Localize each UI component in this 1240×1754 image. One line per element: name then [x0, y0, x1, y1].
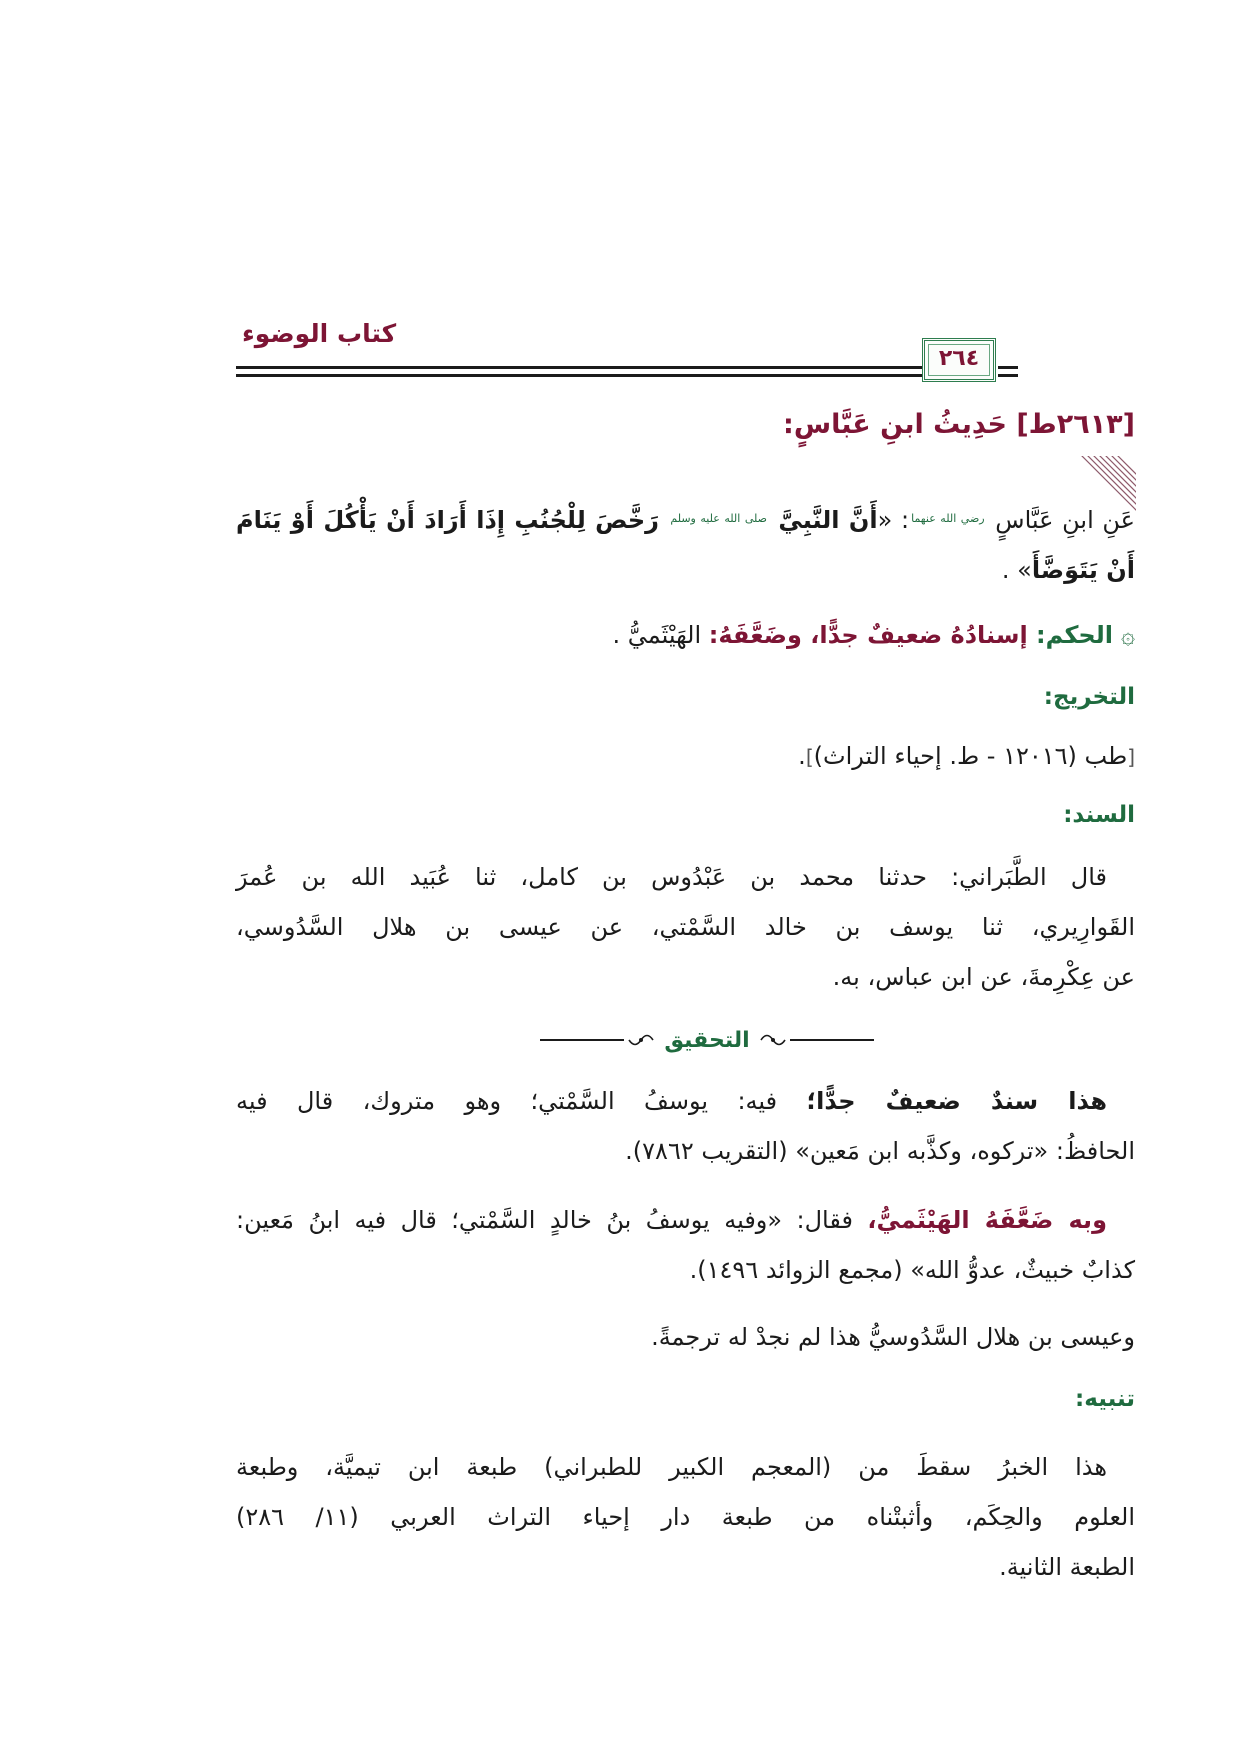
page-number-frame	[922, 338, 996, 382]
tahqiq-p2-line-2: كذابٌ خبيثٌ، عدوُّ الله» (مجمع الزوائد ١٤٩٦).	[689, 1256, 1135, 1284]
note-line-2: العلوم والحِكَم، وأثبتْناه من طبعة دار إحياء التراث العربي (١١/ ٢٨٦)	[236, 1503, 1135, 1531]
sanad-line-1: قال الطَّبَراني: حدثنا محمد بن عَبْدُوس بن كامل، ثنا عُبَيد الله بن عُمرَ	[236, 863, 1107, 891]
note-line-1: هذا الخبرُ سقطَ من (المعجم الكبير للطبراني) طبعة ابن تيميَّة، وطبعة	[236, 1453, 1107, 1481]
tahqiq-p2-text: فقال: «وفيه يوسفُ بنُ خالدٍ السَّمْتي؛ قال فيه ابنُ مَعين:	[236, 1206, 868, 1234]
sanad-line-2: القَوارِيري، ثنا يوسف بن خالد السَّمْتي، عن عيسى بن هلال السَّدُوسي،	[236, 913, 1135, 941]
entry-title: [٢٦١٣ط] حَدِيثُ ابنِ عَبَّاسٍ:	[783, 409, 1135, 440]
honorific-companion: رضي الله عنهما	[911, 512, 985, 525]
ornamental-bracket-open: [	[1127, 745, 1135, 769]
ruling-verdict: إسنادُهُ ضعيفٌ جدًّا، وضَعَّفَهُ:	[708, 621, 1028, 649]
tahqiq-divider	[540, 1022, 874, 1058]
takhrij-reference	[236, 731, 1163, 782]
running-header-book-title: كتاب الوضوء	[242, 319, 397, 348]
honorific-prophet: صلى الله عليه وسلم	[670, 512, 768, 525]
header-rule-right-bottom	[998, 374, 1018, 377]
hadith-matn-part-1: أَنَّ النَّبِيَّ	[769, 506, 878, 534]
note-paragraph	[236, 1442, 1135, 1592]
sanad-heading: السند:	[1063, 802, 1135, 828]
header-rule-top	[236, 366, 922, 369]
hadith-line-1	[236, 494, 1135, 545]
tahqiq-p1-line-2: الحافظُ: «تركوه، وكذَّبه ابن مَعين» (التقريب ٧٨٦٢).	[625, 1137, 1135, 1165]
takhrij-end: .	[798, 742, 806, 770]
ruling-label: الحكم:	[1027, 621, 1113, 649]
hadith-text	[236, 494, 1163, 595]
ruling-line	[236, 610, 1135, 660]
tahqiq-paragraph-1	[236, 1076, 1135, 1176]
hadith-line-2	[236, 545, 1135, 595]
tahqiq-p1-text: فيه: يوسفُ السَّمْتي؛ وهو متروك، قال فيه	[236, 1087, 807, 1115]
note-line-3: الطبعة الثانية.	[999, 1553, 1135, 1581]
rub-el-hizb-icon: ۞	[1120, 621, 1135, 649]
sanad-line-3: عن عِكْرِمةَ، عن ابن عباس، به.	[832, 963, 1135, 991]
header-rule-right-top	[998, 366, 1018, 369]
flourish-icon	[628, 1033, 654, 1047]
tahqiq-paragraph-2	[236, 1195, 1135, 1295]
tahqiq-p1-verdict: هذا سندٌ ضعيفٌ جدًّا؛	[806, 1087, 1107, 1115]
tahqiq-label: التحقيق	[664, 1027, 750, 1053]
takhrij-heading: التخريج:	[1043, 684, 1135, 710]
hadith-matn-part-2: رَخَّصَ لِلْجُنُبِ إِذَا أَرَادَ أَنْ يَأْكُلَ أَوْ يَنَامَ	[236, 506, 669, 534]
note-heading: تنبيه:	[1075, 1386, 1135, 1412]
hadith-matn-part-3: أَنْ يَتَوَضَّأَ	[1031, 556, 1135, 584]
divider-line-left	[540, 1039, 624, 1041]
tahqiq-p1-line-1	[236, 1076, 1135, 1126]
ornamental-bracket-close: ]	[805, 745, 814, 769]
hadith-quote-close: » .	[1001, 556, 1032, 584]
hadith-quote-open: : «	[877, 506, 910, 534]
divider-line-right	[790, 1039, 874, 1041]
flourish-icon	[760, 1033, 786, 1047]
header-rule-bottom	[236, 374, 922, 377]
takhrij-text: طب (١٢٠١٦ - ط. إحياء التراث)	[813, 742, 1128, 770]
sanad-paragraph	[236, 852, 1135, 1002]
ruling-rest: الهَيْثَميُّ .	[612, 621, 709, 649]
page-number: ٢٦٤	[938, 346, 980, 371]
hadith-narrator: عَنِ ابنِ عَبَّاسٍ	[986, 506, 1136, 534]
tahqiq-paragraph-3: وعيسى بن هلال السَّدُوسيُّ هذا لم نجدْ له ترجمةً.	[651, 1323, 1135, 1351]
tahqiq-p2-lead: وبه ضَعَّفَهُ الهَيْثَميُّ،	[867, 1206, 1107, 1234]
tahqiq-p2-line-1	[236, 1195, 1135, 1245]
